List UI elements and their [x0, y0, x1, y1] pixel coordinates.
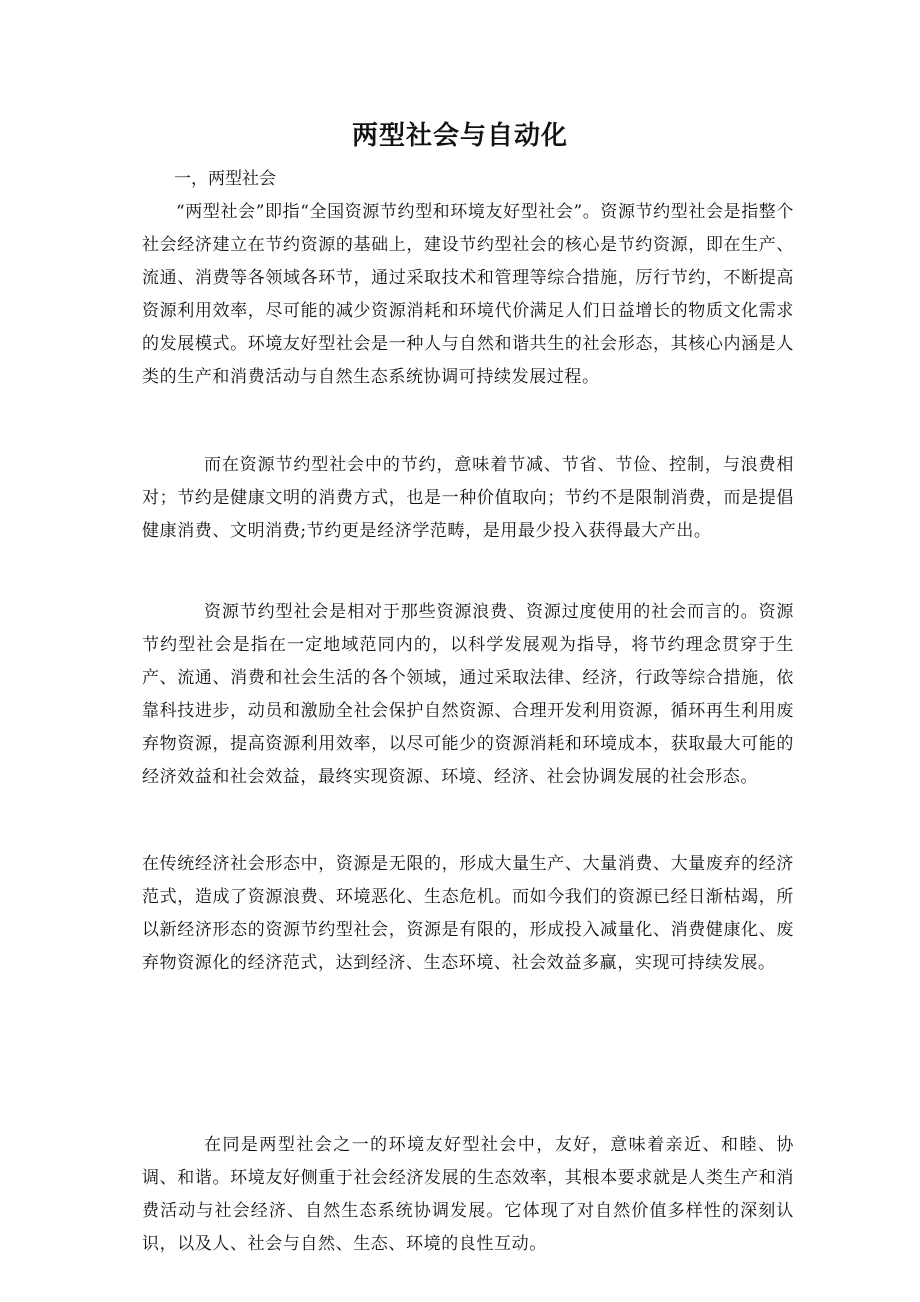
document-title: 两型社会与自动化 [351, 121, 568, 151]
paragraph-5: 在同是两型社会之一的环境友好型社会中，友好，意味着亲近、和睦、协调、和谐。环境友好侧重于社会经济发展的生态效率，其根本要求就是人类生产和消费活动与社会经济、自然生态系统协调发展。它体现了对自然价值多样性的深刻认识，以及人、社会与自然、生态、环境的良性互动。 [142, 1135, 794, 1254]
paragraph-1: “两型社会”即指“全国资源节约型和环境友好型社会”。资源节约型社会是指整个社会经济建立在节约资源的基础上，建设节约型社会的核心是节约资源，即在生产、流通、消费等各领域各环节，通过采取技术和管理等综合措施，厉行节约，不断提高资源利用效率，尽可能的减少资源消耗和环境代价满足人们日益增长的物质文化需求的发展模式。环境友好型社会是一种人与自然和谐共生的社会形态，其核心内涵是人类的生产和消费活动与自然生态系统协调可持续发展过程。 [142, 202, 794, 387]
paragraph-2: 而在资源节约型社会中的节约，意味着节减、节省、节俭、控制，与浪费相对；节约是健康文明的消费方式，也是一种价值取向；节约不是限制消费，而是提倡健康消费、文明消费;节约更是经济学范畴，是用最少投入获得最大产出。 [142, 455, 794, 541]
paragraph-4: 在传统经济社会形态中，资源是无限的，形成大量生产、大量消费、大量废弃的经济范式，造成了资源浪费、环境恶化、生态危机。而如今我们的资源已经日渐枯竭，所以新经济形态的资源节约型社会，资源是有限的，形成投入减量化、消费健康化、废弃物资源化的经济范式，达到经济、生态环境、社会效益多赢，实现可持续发展。 [142, 854, 794, 973]
paragraph-3: 资源节约型社会是相对于那些资源浪费、资源过度使用的社会而言的。资源节约型社会是指在一定地域范同内的，以科学发展观为指导，将节约理念贯穿于生产、流通、消费和社会生活的各个领域，通过采取法律、经济，行政等综合措施，依靠科技进步，动员和激励全社会保护自然资源、合理开发利用资源，循环再生利用废弃物资源，提高资源利用效率，以尽可能少的资源消耗和环境成本，获取最大可能的经济效益和社会效益，最终实现资源、环境、经济、社会协调发展的社会形态。 [142, 602, 794, 787]
section-heading: 一，两型社会 [174, 169, 276, 189]
